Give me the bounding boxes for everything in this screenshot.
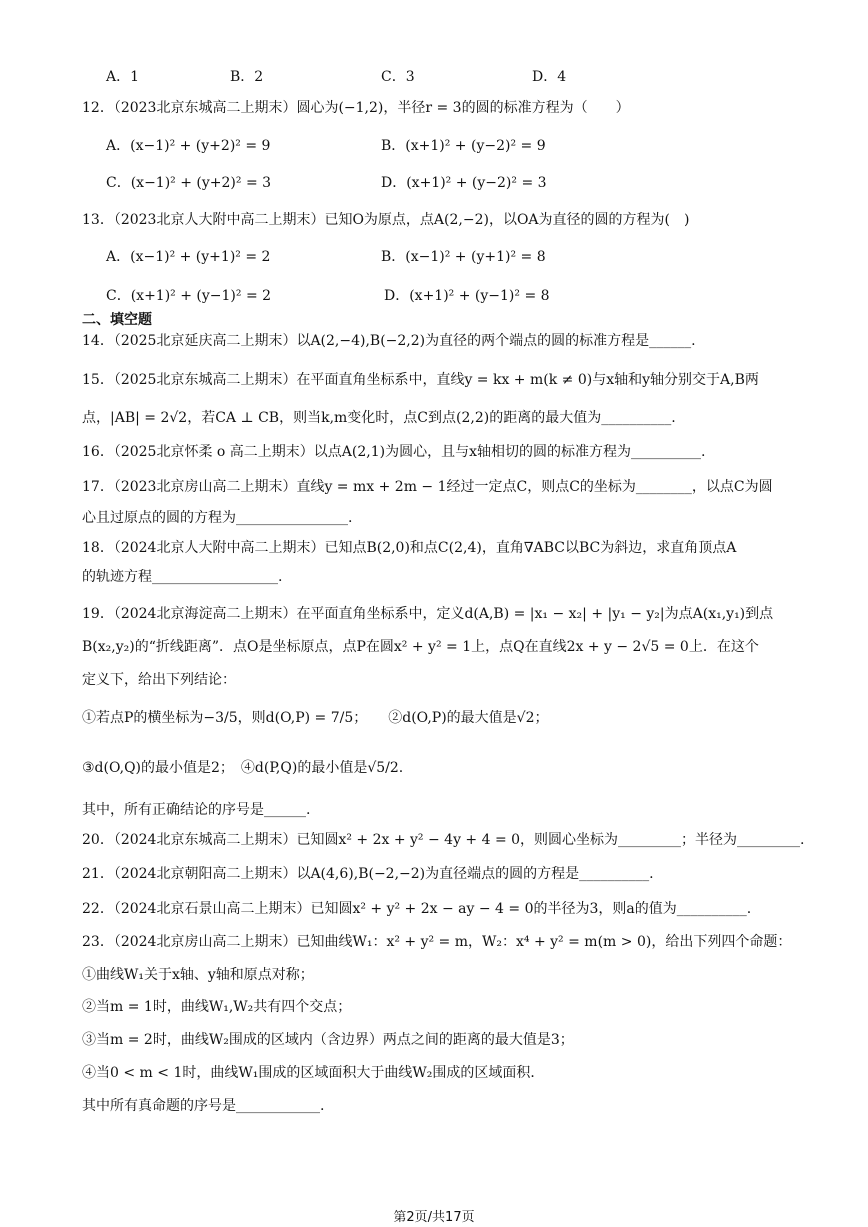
q12-option-c: C．(x−1)² + (y+2)² = 3 [106,175,272,191]
q23-proposition-3: ③当m = 2时，曲线W₂围成的区域内（含边界）两点之间的距离的最大值是3； [82,1032,574,1048]
q19-line-2: B(x₂,y₂)的“折线距离”．点O是坐标原点，点P在圆x² + y² = 1上，点Q在直线2x + y − 2√5 = 0上．在这个 [82,639,759,655]
q23-proposition-4: ④当0 < m < 1时，曲线W₁围成的区域面积大于曲线W₂围成的区域面积． [82,1065,545,1081]
q19-statement-3-4: ③d(O,Q)的最小值是2； ④d(P,Q)的最小值是√5/2. [82,760,404,776]
q19-statement-1-2: ①若点P的横坐标为−3/5，则d(O,P) = 7/5； ②d(O,P)的最大值是√2； [82,710,549,726]
q19-line-1: 19．（2024北京海淀高二上期末）在平面直角坐标系中，定义d(A,B) = |x₁ − x₂| + |y₁ − y₂|为点A(x₁,y₁)到点 [82,606,774,622]
q18-line-1: 18．（2024北京人大附中高二上期末）已知点B(2,0)和点C(2,4)，直角∇ABC以BC为斜边，求直角顶点A [82,540,737,556]
q20-text: 20．（2024北京东城高二上期末）已知圆x² + 2x + y² − 4y + 4 = 0，则圆心坐标为_________；半径为_________. [82,832,805,848]
q13-stem: 13．（2023北京人大附中高二上期末）已知O为原点，点A(2,−2)，以OA为直径的圆的方程为( ) [82,212,690,228]
section-title: 二、填空题 [82,312,152,328]
q13-option-a: A．(x−1)² + (y+1)² = 2 [106,249,271,265]
q11-option-b: B．2 [230,69,264,85]
q11-option-a: A．1 [106,69,140,85]
q15-line-1: 15．（2025北京东城高二上期末）在平面直角坐标系中，直线y = kx + m(k ≠ 0)与x轴和y轴分别交于A,B两 [82,372,759,388]
q13-option-b: B．(x−1)² + (y+1)² = 8 [381,249,546,265]
q17-line-2: 心且过原点的圆的方程为________________. [82,510,353,526]
page-footer: 第2页/共17页 [393,1210,475,1225]
q23-proposition-2: ②当m = 1时，曲线W₁,W₂共有四个交点； [82,999,352,1015]
q23-answer-line: 其中所有真命题的序号是____________. [82,1098,325,1114]
q12-option-a: A．(x−1)² + (y+2)² = 9 [106,138,271,154]
q21-text: 21．（2024北京朝阳高二上期末）以A(4,6),B(−2,−2)为直径端点的圆的方程是__________. [82,866,654,882]
q14-text: 14．（2025北京延庆高二上期末）以A(2,−4),B(−2,2)为直径的两个端点的圆的标准方程是______. [82,333,696,349]
q13-option-c: C．(x+1)² + (y−1)² = 2 [106,288,272,304]
q23-proposition-1: ①曲线W₁关于x轴、y轴和原点对称； [82,967,314,983]
q11-option-c: C．3 [381,69,415,85]
q18-line-2: 的轨迹方程__________________. [82,569,283,585]
q19-line-3: 定义下，给出下列结论： [82,672,236,688]
q15-line-2: 点，|AB| = 2√2，若CA ⊥ CB，则当k,m变化时，点C到点(2,2)的距离的最大值为__________. [82,410,676,426]
q12-option-b: B．(x+1)² + (y−2)² = 9 [381,138,546,154]
q19-answer-line: 其中，所有正确结论的序号是______. [82,802,311,818]
q11-option-d: D．4 [532,69,567,85]
q16-text: 16．（2025北京怀柔 o 高二上期末）以点A(2,1)为圆心，且与x轴相切的圆的标准方程为__________. [82,444,706,460]
q13-option-d: D．(x+1)² + (y−1)² = 8 [384,288,550,304]
q17-line-1: 17．（2023北京房山高二上期末）直线y = mx + 2m − 1经过一定点C，则点C的坐标为________，以点C为圆 [82,479,773,495]
q22-text: 22．（2024北京石景山高二上期末）已知圆x² + y² + 2x − ay − 4 = 0的半径为3，则a的值为__________. [82,901,752,917]
q23-line-1: 23．（2024北京房山高二上期末）已知曲线W₁：x² + y² = m，W₂：x⁴ + y² = m(m > 0)，给出下列四个命题： [82,934,792,950]
q12-option-d: D．(x+1)² + (y−2)² = 3 [381,175,547,191]
q12-stem: 12．（2023北京东城高二上期末）圆心为(−1,2)，半径r = 3的圆的标准方程为（ ） [82,100,630,116]
